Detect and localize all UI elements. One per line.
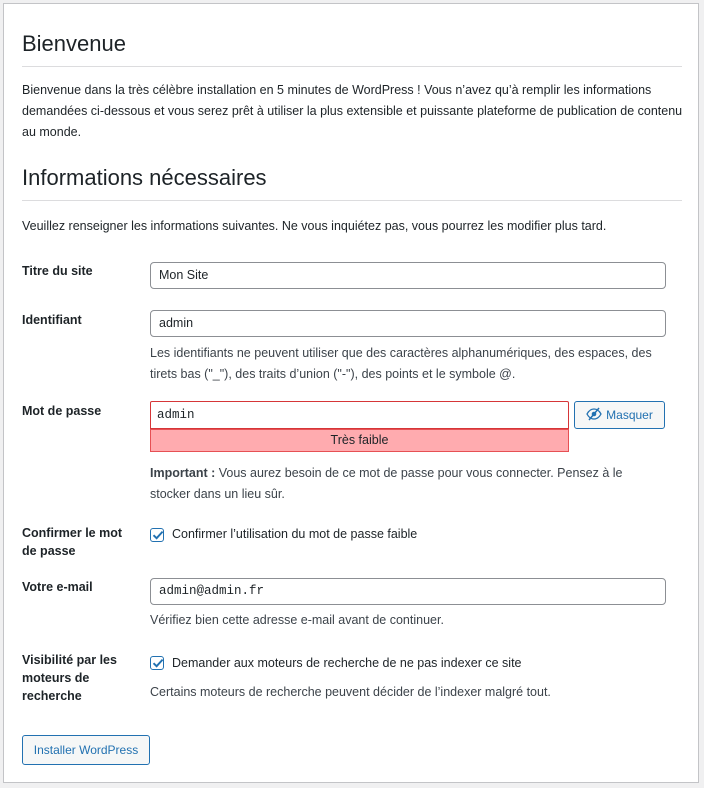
install-wordpress-button[interactable]: Installer WordPress — [22, 735, 150, 765]
username-help: Les identifiants ne peuvent utiliser que des caractères alphanumériques, des espaces, des tirets bas ("_"), des traits d’union ("-"), des points et le symbole @. — [150, 346, 652, 381]
visibility-checkbox-label[interactable]: Demander aux moteurs de recherche de ne pas indexer ce site — [172, 656, 522, 670]
info-title: Informations nécessaires — [22, 165, 267, 190]
confirm-weak-checkbox[interactable] — [150, 528, 164, 542]
welcome-header — [22, 30, 682, 67]
info-header — [22, 164, 682, 201]
site-title-label: Titre du site — [22, 264, 93, 278]
password-important-text: Vous aurez besoin de ce mot de passe pour vous connecter. Pensez à le stocker dans un lieu sûr. — [150, 466, 623, 501]
hide-password-label: Masquer — [606, 408, 653, 422]
password-important-note — [150, 463, 650, 505]
password-label: Mot de passe — [22, 404, 102, 418]
confirm-weak-checkbox-label[interactable]: Confirmer l’utilisation du mot de passe faible — [172, 527, 418, 541]
password-value: admin — [157, 408, 195, 422]
username-label: Identifiant — [22, 313, 82, 327]
eye-slash-icon — [586, 407, 602, 424]
confirm-weak-label: Confirmer le mot de passe — [22, 526, 123, 558]
username-value: admin — [159, 316, 194, 330]
welcome-text: Bienvenue dans la très célèbre installation en 5 minutes de WordPress ! Vous n’avez qu’à remplir les informations demandées ci-dessous et vous serez prêt à utiliser la plus extensible et puissante plateforme de publication de contenu au monde. — [22, 83, 683, 139]
site-title-input[interactable] — [150, 262, 666, 289]
checkmark-icon — [150, 655, 166, 671]
username-input[interactable] — [150, 310, 666, 337]
site-title-value: Mon Site — [159, 268, 209, 282]
visibility-help: Certains moteurs de recherche peuvent décider de l’indexer malgré tout. — [150, 685, 551, 699]
hide-password-button[interactable] — [574, 401, 665, 429]
email-help: Vérifiez bien cette adresse e-mail avant de continuer. — [150, 613, 444, 627]
email-label: Votre e-mail — [22, 580, 93, 594]
visibility-checkbox[interactable] — [150, 656, 164, 670]
welcome-title: Bienvenue — [22, 31, 126, 56]
info-text: Veuillez renseigner les informations suivantes. Ne vous inquiétez pas, vous pourrez les modifier plus tard. — [22, 219, 607, 233]
install-card — [3, 3, 699, 783]
password-important-bold: Important : — [150, 466, 216, 480]
password-strength-meter: Très faible — [150, 429, 569, 452]
email-input[interactable] — [150, 578, 666, 605]
checkmark-icon — [150, 527, 166, 543]
visibility-label: Visibilité par les moteurs de recherche — [22, 653, 117, 703]
password-input[interactable] — [150, 401, 569, 429]
email-value: admin@admin.fr — [159, 584, 265, 598]
